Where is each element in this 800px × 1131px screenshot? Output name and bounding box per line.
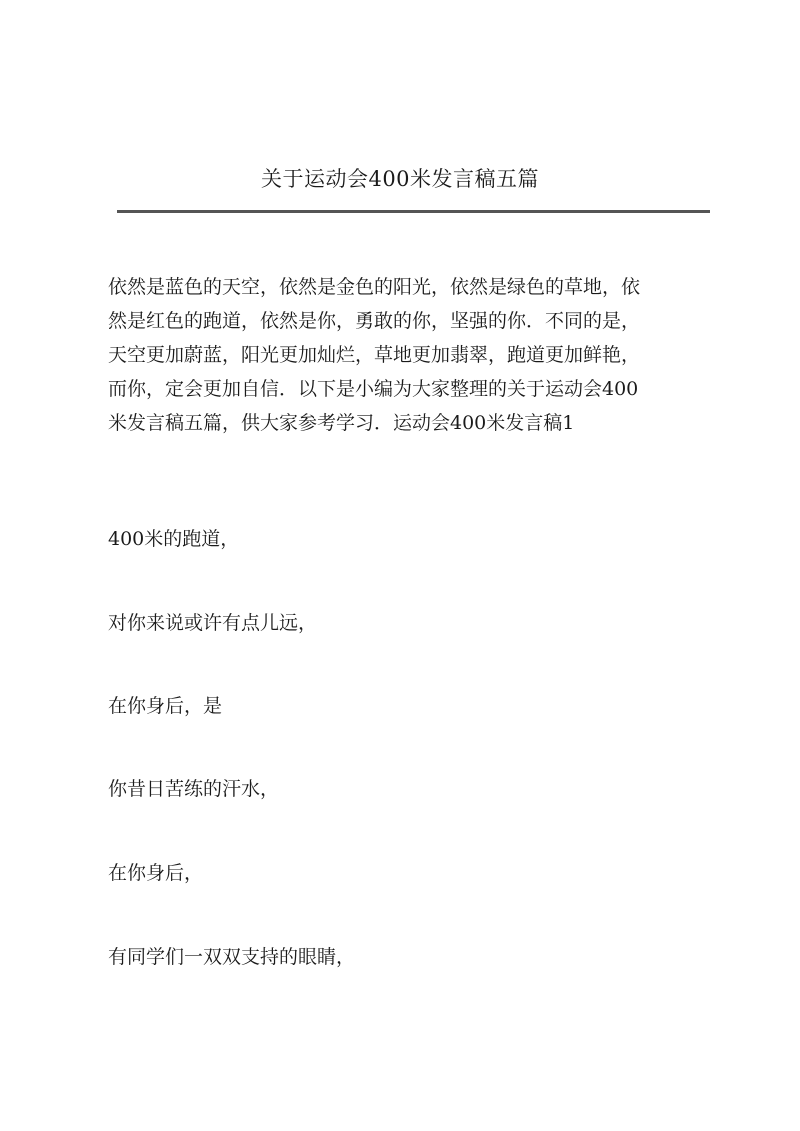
intro-paragraph bbox=[108, 270, 708, 440]
title-divider bbox=[117, 210, 710, 213]
intro-line: 然是红色的跑道，依然是你，勇敢的你，坚强的你．不同的是， bbox=[108, 310, 641, 332]
document-title: 关于运动会400米发言稿五篇 bbox=[260, 167, 540, 191]
intro-line: 天空更加蔚蓝，阳光更加灿烂，草地更加翡翠，跑道更加鲜艳， bbox=[108, 344, 641, 366]
poem-line: 对你来说或许有点儿远， bbox=[108, 612, 318, 634]
intro-line: 而你，定会更加自信．以下是小编为大家整理的关于运动会400 bbox=[108, 378, 639, 400]
poem-line: 在你身后，是 bbox=[108, 695, 223, 717]
poem-line: 在你身后， bbox=[108, 862, 204, 884]
poem-line: 400米的跑道， bbox=[108, 528, 240, 550]
intro-line: 米发言稿五篇，供大家参考学习．运动会400米发言稿1 bbox=[108, 412, 575, 434]
poem-line: 有同学们一双双支持的眼睛， bbox=[108, 946, 356, 968]
poem-line: 你昔日苦练的汗水， bbox=[108, 778, 280, 800]
intro-line: 依然是蓝色的天空，依然是金色的阳光，依然是绿色的草地，依 bbox=[108, 276, 641, 298]
